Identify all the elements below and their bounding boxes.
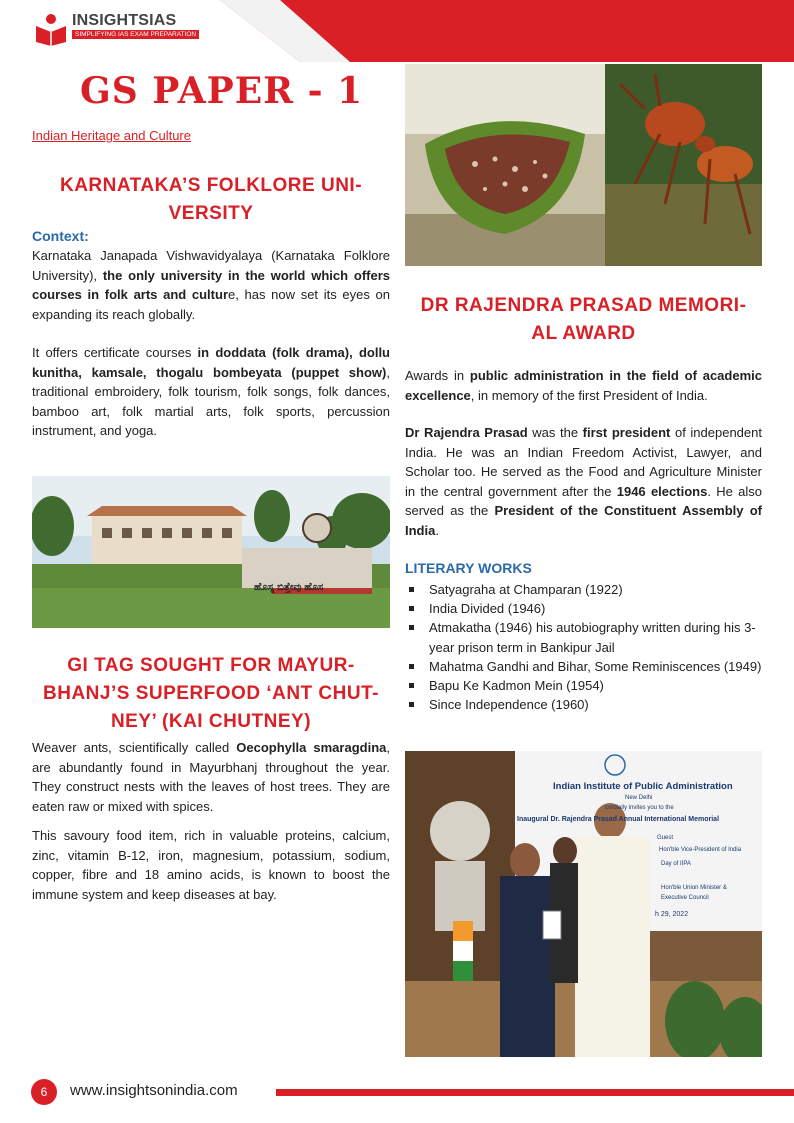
- list-item: [405, 676, 765, 695]
- bullet-icon: [409, 625, 414, 630]
- list-item: [405, 599, 765, 618]
- text: e, has now set its eyes on expanding its reach globally.: [32, 287, 390, 322]
- text: , are abundantly found in Mayurbhanj throughout the year. They construct nests with the leaves of host trees. They are eaten raw or mixed with spices.: [32, 740, 390, 814]
- university-sign-text: ಹೊಸ್ನ ಬಿತ್ತೇವು ಹೊಸ: [254, 582, 324, 593]
- list-item: [405, 695, 765, 714]
- text-bold: 1946 elections: [616, 483, 708, 499]
- article3-paragraph2: [405, 423, 762, 540]
- banner-line5: Hon'ble Vice-President of India: [659, 847, 742, 853]
- article3-title-line2: AL AWARD: [531, 323, 636, 344]
- section-link[interactable]: Indian Heritage and Culture: [32, 128, 191, 143]
- literary-works-list: [405, 580, 765, 714]
- header-red-wedge: [220, 0, 794, 62]
- text: .: [435, 522, 439, 538]
- list-item-text: Satyagraha at Champaran (1922): [429, 582, 623, 597]
- footer-red-bar: [276, 1089, 794, 1096]
- list-item-text: Atmakatha (1946) his autobiography written during his 3-year prison term in Bankipur Jail: [429, 620, 756, 655]
- banner-line3: Inaugural Dr. Rajendra Prasad Annual International Memorial: [517, 816, 720, 823]
- article3-paragraph1: [405, 366, 762, 405]
- text: Awards in: [405, 368, 470, 383]
- banner-date: h 29, 2022: [655, 911, 689, 918]
- text-bold: first president: [582, 425, 671, 440]
- text-bold: Dr Rajendra Prasad: [405, 425, 528, 440]
- list-item-text: Since Independence (1960): [429, 697, 589, 713]
- text: was the: [527, 425, 583, 440]
- banner-line2: cordially invites you to the: [605, 805, 674, 811]
- award-ceremony-photo: [405, 751, 762, 1057]
- article1-paragraph2: [32, 343, 390, 441]
- bullet-icon: [409, 606, 414, 611]
- context-label: Context:: [32, 228, 89, 244]
- text: , in memory of the first President of India.: [470, 387, 708, 403]
- article2-title-line2: BHANJ’S SUPERFOOD ‘ANT CHUT-: [43, 683, 379, 704]
- text-bold: Oecophylla smaragdina: [236, 740, 387, 755]
- footer-url[interactable]: www.insightsonindia.com: [70, 1082, 238, 1099]
- bullet-icon: [409, 664, 414, 669]
- text: It offers certificate courses: [32, 345, 198, 360]
- list-item: [405, 618, 765, 656]
- list-item-text: Mahatma Gandhi and Bihar, Some Reminiscences (1949): [429, 658, 762, 674]
- text-bold: the only university in the world which offers courses in folk arts and cultur: [32, 267, 390, 302]
- article1-title: [32, 172, 390, 228]
- bullet-icon: [409, 587, 414, 592]
- article2-paragraph2: This savoury food item, rich in valuable proteins, calcium, zinc, vitamin B-12, iron, magnesium, potassium, sodium, copper, fibre and 18 amino acids, is known to boost the immune system and keep diseases at bay.: [32, 828, 390, 902]
- literary-works-heading: LITERARY WORKS: [405, 560, 532, 576]
- article2-title: [32, 652, 390, 736]
- article2-title-line3: NEY’ (KAI CHUTNEY): [110, 711, 312, 732]
- list-item: [405, 657, 765, 676]
- article2-title-line1: GI TAG SOUGHT FOR MAYUR-: [67, 655, 355, 676]
- text-bold: President of the Constituent Assembly of India: [405, 503, 763, 538]
- list-item: [405, 580, 765, 599]
- banner-line4: Guest: [657, 835, 674, 841]
- banner-line7: Hon'ble Union Minister &: [661, 885, 727, 891]
- banner-line8: Executive Council: [661, 895, 709, 901]
- article1-paragraph1: [32, 246, 390, 324]
- paper-title: GS PAPER - 1: [80, 70, 364, 112]
- logo-book-icon: [34, 12, 68, 46]
- banner-title: Indian Institute of Public Administration: [553, 781, 733, 792]
- text: Weaver ants, scientifically called: [32, 740, 237, 755]
- banner-line6: Day of IIPA: [661, 861, 691, 867]
- article1-title-line1: KARNATAKA’S FOLKLORE UNI-: [59, 175, 363, 196]
- text: , traditional embroidery, folk tourism, folk songs, folk dances, bamboo art, folk martial arts, folk sports, percussion instrument, and yoga.: [32, 364, 390, 438]
- page-number: 6: [31, 1079, 57, 1105]
- article2-paragraph1: [32, 738, 390, 816]
- text: Karnataka Janapada Vishwavidyalaya (Karnataka Folklore University),: [32, 248, 390, 283]
- text-bold: in doddata (folk drama), dollu kunitha, kamsale, thogalu bombeyata (puppet show): [32, 345, 390, 380]
- article3-title-line1: DR RAJENDRA PRASAD MEMORI-: [420, 295, 747, 316]
- logo-name: INSIGHTSIAS: [72, 12, 177, 29]
- article1-title-line2: VERSITY: [168, 203, 254, 224]
- bullet-icon: [409, 702, 414, 707]
- bullet-icon: [409, 683, 414, 688]
- text: of independent India. He was an Indian Freedom Activist, Lawyer, and Scholar too. He served as the Food and Agriculture Minister in the central government after the: [405, 425, 762, 499]
- text-bold: public administration in the field of academic excellence: [405, 368, 762, 403]
- text: . He also served as the: [405, 483, 762, 518]
- article3-title: [405, 292, 762, 348]
- banner-line1: New Delhi: [625, 795, 653, 801]
- logo-tagline: SIMPLIFYING IAS EXAM PREPARATION: [72, 30, 199, 39]
- list-item-text: India Divided (1946): [429, 601, 546, 617]
- list-item-text: Bapu Ke Kadmon Mein (1954): [429, 678, 604, 694]
- university-photo: [32, 476, 390, 628]
- ant-chutney-photo: [405, 64, 762, 266]
